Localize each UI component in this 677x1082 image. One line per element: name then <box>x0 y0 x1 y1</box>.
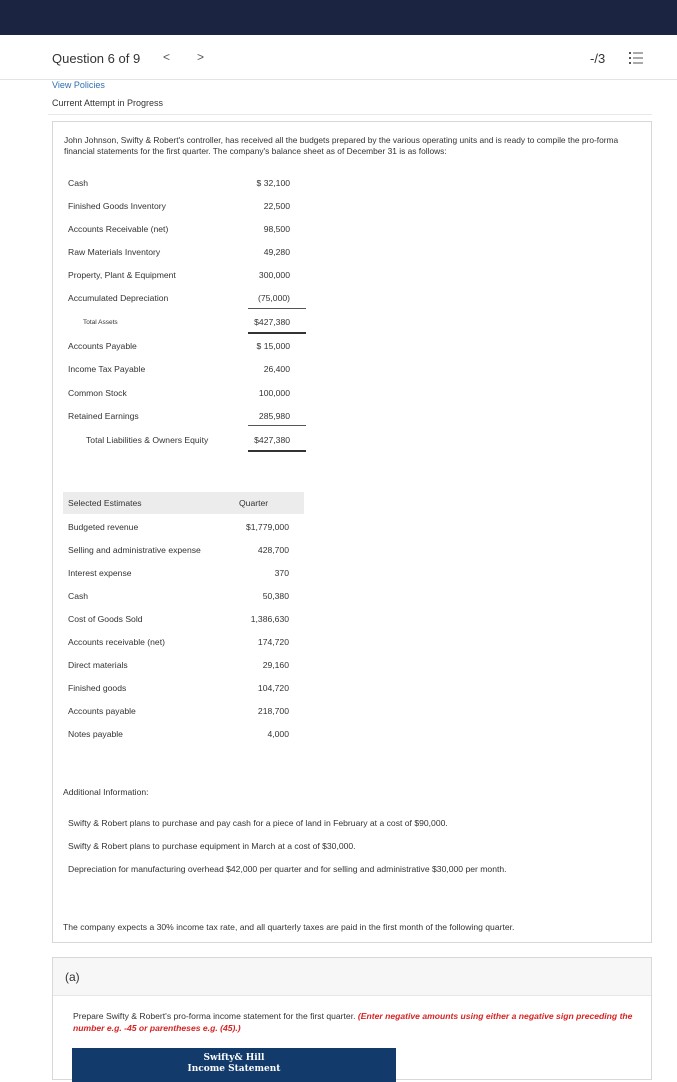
bs-label: Total Assets <box>83 319 118 326</box>
view-policies-link[interactable]: View Policies <box>52 80 105 90</box>
bs-value: 98,500 <box>263 224 290 234</box>
estimate-label: Interest expense <box>68 568 132 578</box>
income-statement-header <box>72 1048 396 1082</box>
additional-info-item: Depreciation for manufacturing overhead $42,000 per quarter and for selling and administrative $30,000 per month. <box>68 864 507 874</box>
question-intro: John Johnson, Swifty & Robert's controller, has received all the budgets prepared by the various operating units and is ready to compile the pro-forma financial statements for the first quarter. The company's balance sheet as of December 31 is as follows: <box>64 135 619 156</box>
bs-value: (75,000) <box>257 293 290 303</box>
question-navigation-bar <box>0 35 677 80</box>
estimate-value: 104,720 <box>257 683 289 693</box>
top-bar <box>0 0 677 35</box>
estimate-value: $1,779,000 <box>245 522 289 532</box>
estimate-value: 50,380 <box>262 591 289 601</box>
bs-value: 26,400 <box>263 364 290 374</box>
bs-value: $427,380 <box>254 435 290 445</box>
estimate-value: 1,386,630 <box>250 614 289 624</box>
estimates-header-column: Quarter <box>239 498 269 508</box>
estimate-label: Cash <box>68 591 89 601</box>
estimate-label: Direct materials <box>68 660 128 670</box>
estimates-header-label: Selected Estimates <box>68 498 142 508</box>
tax-note: The company expects a 30% income tax rate, and all quarterly taxes are paid in the first month of the following quarter. <box>63 922 515 932</box>
bs-value: 285,980 <box>258 411 290 421</box>
additional-info-item: Swifty & Robert plans to purchase equipment in March at a cost of $30,000. <box>68 841 356 851</box>
bs-label: Retained Earnings <box>68 411 139 421</box>
bs-value: $427,380 <box>254 317 290 327</box>
statement-title: Income Statement <box>187 1064 281 1074</box>
policy-bar <box>48 80 652 115</box>
bs-value: 300,000 <box>258 270 290 280</box>
total-rule <box>248 332 306 334</box>
estimate-value: 29,160 <box>262 660 289 670</box>
estimate-label: Finished goods <box>68 683 127 693</box>
additional-info-title: Additional Information: <box>63 787 149 797</box>
estimate-value: 428,700 <box>257 545 289 555</box>
instruction-warning: (Enter negative amounts using either a negative sign preceding the number e.g. -45 or parentheses e.g. (45).) <box>73 1011 633 1033</box>
estimate-label: Accounts payable <box>68 706 136 716</box>
bs-label: Total Liabilities & Owners Equity <box>86 435 209 445</box>
estimates-header <box>63 492 304 514</box>
part-a-label: (a) <box>65 970 80 984</box>
bs-label: Accounts Receivable (net) <box>68 224 169 234</box>
instruction-text: Prepare Swifty & Robert's pro-forma income statement for the first quarter. <box>73 1011 356 1021</box>
additional-info-item: Swifty & Robert plans to purchase and pay cash for a piece of land in February at a cost of $90,000. <box>68 818 448 828</box>
bs-label: Income Tax Payable <box>68 364 146 374</box>
bs-label: Accounts Payable <box>68 341 137 351</box>
bs-value: 100,000 <box>258 388 290 398</box>
bs-label: Cash <box>68 178 89 188</box>
question-score: -/3 <box>590 51 606 66</box>
subtotal-rule <box>248 308 306 309</box>
total-rule <box>248 450 306 452</box>
estimate-label: Notes payable <box>68 729 123 739</box>
bs-label: Raw Materials Inventory <box>68 247 161 257</box>
statement-company: Swifty& Hill <box>203 1053 265 1063</box>
question-panel <box>52 121 652 943</box>
attempt-status: Current Attempt in Progress <box>52 98 164 108</box>
part-a-panel <box>52 957 652 1080</box>
list-icon[interactable] <box>629 52 643 64</box>
estimate-value: 370 <box>274 568 289 578</box>
question-counter: Question 6 of 9 <box>52 51 141 66</box>
estimate-value: 4,000 <box>267 729 289 739</box>
estimate-label: Budgeted revenue <box>68 522 139 532</box>
part-a-instruction <box>73 1010 633 1034</box>
bs-value: $ 32,100 <box>256 178 290 188</box>
bs-label: Property, Plant & Equipment <box>68 270 176 280</box>
estimate-label: Accounts receivable (net) <box>68 637 165 647</box>
bs-label: Accumulated Depreciation <box>68 293 169 303</box>
bs-label: Finished Goods Inventory <box>68 201 166 211</box>
estimate-value: 218,700 <box>257 706 289 716</box>
bs-label: Common Stock <box>68 388 127 398</box>
bs-value: 49,280 <box>263 247 290 257</box>
estimate-label: Cost of Goods Sold <box>68 614 143 624</box>
estimate-label: Selling and administrative expense <box>68 545 201 555</box>
bs-value: 22,500 <box>263 201 290 211</box>
bs-value: $ 15,000 <box>256 341 290 351</box>
subtotal-rule <box>248 425 306 426</box>
next-question-button[interactable]: > <box>197 50 205 64</box>
estimate-value: 174,720 <box>257 637 289 647</box>
previous-question-button[interactable]: < <box>163 50 171 64</box>
part-a-header <box>53 958 651 996</box>
